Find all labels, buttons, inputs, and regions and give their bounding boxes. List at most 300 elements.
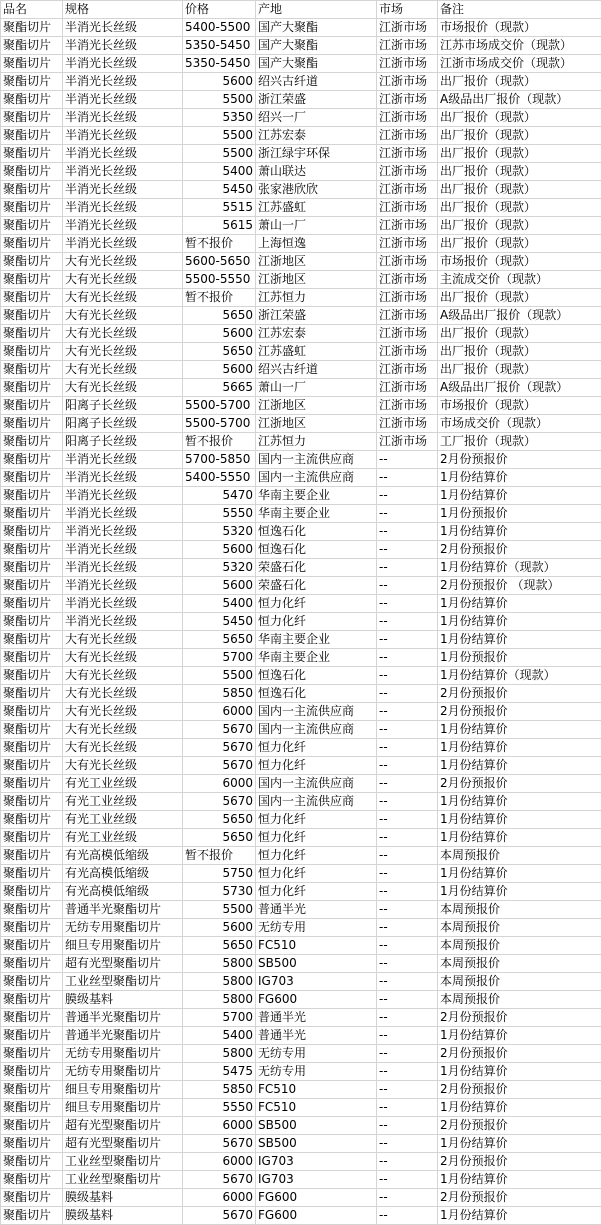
cell-remark: 1月份结算价 <box>438 721 601 739</box>
cell-remark: 1月份结算价 <box>438 1099 601 1117</box>
header-spec: 规格 <box>63 1 183 19</box>
cell-price: 5600 <box>183 541 256 559</box>
cell-market: -- <box>377 685 438 703</box>
cell-remark: 本周预报价 <box>438 847 601 865</box>
cell-spec: 细旦专用聚酯切片 <box>63 1099 183 1117</box>
table-body <box>1 19 601 1225</box>
table-row <box>1 595 601 613</box>
cell-origin: 普通半光 <box>256 901 377 919</box>
cell-remark: A级品出厂报价（现款） <box>438 91 601 109</box>
cell-remark: 出厂报价（现款） <box>438 235 601 253</box>
cell-product: 聚酯切片 <box>1 91 63 109</box>
table-row <box>1 469 601 487</box>
cell-spec: 半消光长丝级 <box>63 181 183 199</box>
cell-product: 聚酯切片 <box>1 631 63 649</box>
table-row <box>1 1153 601 1171</box>
cell-product: 聚酯切片 <box>1 55 63 73</box>
cell-price: 5650 <box>183 829 256 847</box>
table-row <box>1 919 601 937</box>
cell-spec: 半消光长丝级 <box>63 37 183 55</box>
cell-remark: 出厂报价（现款） <box>438 343 601 361</box>
cell-remark: 2月份预报价 <box>438 685 601 703</box>
cell-remark: 1月份结算价 <box>438 1171 601 1189</box>
table-row <box>1 667 601 685</box>
cell-product: 聚酯切片 <box>1 973 63 991</box>
cell-spec: 工业丝型聚酯切片 <box>63 1171 183 1189</box>
table-row <box>1 685 601 703</box>
cell-market: -- <box>377 595 438 613</box>
cell-origin: 恒逸石化 <box>256 667 377 685</box>
cell-product: 聚酯切片 <box>1 757 63 775</box>
cell-product: 聚酯切片 <box>1 199 63 217</box>
cell-remark: 本周预报价 <box>438 937 601 955</box>
table-row <box>1 847 601 865</box>
cell-remark: 市场成交价（现款） <box>438 415 601 433</box>
cell-origin: 国内一主流供应商 <box>256 703 377 721</box>
cell-price: 5350 <box>183 109 256 127</box>
cell-price: 5700 <box>183 649 256 667</box>
cell-origin: SB500 <box>256 1117 377 1135</box>
table-row <box>1 181 601 199</box>
cell-product: 聚酯切片 <box>1 829 63 847</box>
cell-origin: 江浙地区 <box>256 271 377 289</box>
cell-origin: 华南主要企业 <box>256 649 377 667</box>
cell-product: 聚酯切片 <box>1 73 63 91</box>
cell-product: 聚酯切片 <box>1 505 63 523</box>
cell-remark: 2月份预报价 <box>438 1081 601 1099</box>
cell-price: 5475 <box>183 1063 256 1081</box>
header-price: 价格 <box>183 1 256 19</box>
cell-spec: 半消光长丝级 <box>63 451 183 469</box>
cell-market: 江浙市场 <box>377 307 438 325</box>
cell-origin: 华南主要企业 <box>256 505 377 523</box>
table-row <box>1 721 601 739</box>
cell-market: -- <box>377 901 438 919</box>
cell-spec: 半消光长丝级 <box>63 523 183 541</box>
cell-market: 江浙市场 <box>377 415 438 433</box>
cell-remark: 出厂报价（现款） <box>438 217 601 235</box>
cell-market: 江浙市场 <box>377 127 438 145</box>
cell-remark: 市场报价（现款） <box>438 397 601 415</box>
cell-market: -- <box>377 883 438 901</box>
cell-product: 聚酯切片 <box>1 901 63 919</box>
cell-origin: 江苏恒力 <box>256 433 377 451</box>
cell-origin: 国产大聚酯 <box>256 19 377 37</box>
cell-market: -- <box>377 919 438 937</box>
cell-market: 江浙市场 <box>377 433 438 451</box>
cell-market: -- <box>377 559 438 577</box>
cell-spec: 工业丝型聚酯切片 <box>63 973 183 991</box>
cell-market: 江浙市场 <box>377 145 438 163</box>
cell-spec: 有光工业丝级 <box>63 793 183 811</box>
cell-origin: 恒力化纤 <box>256 757 377 775</box>
table-row <box>1 577 601 595</box>
cell-price: 5730 <box>183 883 256 901</box>
cell-spec: 普通半光聚酯切片 <box>63 1009 183 1027</box>
cell-origin: FG600 <box>256 1189 377 1207</box>
cell-spec: 半消光长丝级 <box>63 55 183 73</box>
cell-price: 5600 <box>183 919 256 937</box>
cell-product: 聚酯切片 <box>1 1027 63 1045</box>
cell-market: -- <box>377 505 438 523</box>
table-row <box>1 901 601 919</box>
cell-origin: 恒力化纤 <box>256 613 377 631</box>
cell-product: 聚酯切片 <box>1 811 63 829</box>
cell-product: 聚酯切片 <box>1 523 63 541</box>
cell-product: 聚酯切片 <box>1 1117 63 1135</box>
table-row <box>1 37 601 55</box>
cell-remark: 2月份预报价 <box>438 451 601 469</box>
cell-remark: 本周预报价 <box>438 955 601 973</box>
cell-spec: 大有光长丝级 <box>63 361 183 379</box>
cell-product: 聚酯切片 <box>1 1207 63 1225</box>
cell-origin: 无纺专用 <box>256 1063 377 1081</box>
table-row <box>1 361 601 379</box>
table-row <box>1 559 601 577</box>
cell-spec: 超有光型聚酯切片 <box>63 1135 183 1153</box>
cell-product: 聚酯切片 <box>1 253 63 271</box>
cell-spec: 半消光长丝级 <box>63 541 183 559</box>
cell-product: 聚酯切片 <box>1 1009 63 1027</box>
cell-origin: 恒力化纤 <box>256 595 377 613</box>
cell-price: 5800 <box>183 973 256 991</box>
cell-price: 5650 <box>183 937 256 955</box>
cell-origin: 江苏恒力 <box>256 289 377 307</box>
cell-spec: 大有光长丝级 <box>63 757 183 775</box>
cell-market: -- <box>377 1189 438 1207</box>
table-row <box>1 703 601 721</box>
cell-market: -- <box>377 523 438 541</box>
cell-spec: 大有光长丝级 <box>63 631 183 649</box>
cell-price: 5320 <box>183 559 256 577</box>
cell-origin: SB500 <box>256 955 377 973</box>
cell-price: 5615 <box>183 217 256 235</box>
cell-remark: 市场报价（现款） <box>438 19 601 37</box>
cell-spec: 半消光长丝级 <box>63 127 183 145</box>
cell-price: 暂不报价 <box>183 433 256 451</box>
cell-spec: 有光高模低缩级 <box>63 865 183 883</box>
cell-market: -- <box>377 847 438 865</box>
cell-remark: 1月份结算价 <box>438 469 601 487</box>
cell-market: -- <box>377 739 438 757</box>
table-row <box>1 739 601 757</box>
cell-market: 江浙市场 <box>377 19 438 37</box>
cell-product: 聚酯切片 <box>1 361 63 379</box>
cell-product: 聚酯切片 <box>1 469 63 487</box>
cell-market: -- <box>377 937 438 955</box>
cell-product: 聚酯切片 <box>1 271 63 289</box>
cell-origin: 恒力化纤 <box>256 847 377 865</box>
cell-price: 5650 <box>183 811 256 829</box>
cell-product: 聚酯切片 <box>1 775 63 793</box>
cell-product: 聚酯切片 <box>1 145 63 163</box>
cell-origin: FC510 <box>256 1099 377 1117</box>
table-row <box>1 433 601 451</box>
cell-price: 5500-5700 <box>183 415 256 433</box>
cell-price: 5450 <box>183 613 256 631</box>
header-remark: 备注 <box>438 1 601 19</box>
cell-market: 江浙市场 <box>377 91 438 109</box>
cell-product: 聚酯切片 <box>1 685 63 703</box>
cell-spec: 细旦专用聚酯切片 <box>63 1081 183 1099</box>
cell-origin: FG600 <box>256 991 377 1009</box>
table-row <box>1 289 601 307</box>
cell-price: 5670 <box>183 739 256 757</box>
cell-price: 5800 <box>183 991 256 1009</box>
cell-remark: 出厂报价（现款） <box>438 109 601 127</box>
cell-price: 5800 <box>183 955 256 973</box>
cell-price: 5700 <box>183 1009 256 1027</box>
cell-price: 5400-5500 <box>183 19 256 37</box>
cell-market: 江浙市场 <box>377 199 438 217</box>
cell-remark: 出厂报价（现款） <box>438 181 601 199</box>
table-row <box>1 811 601 829</box>
cell-product: 聚酯切片 <box>1 397 63 415</box>
cell-remark: 1月份结算价 <box>438 1207 601 1225</box>
cell-spec: 大有光长丝级 <box>63 739 183 757</box>
cell-price: 5600 <box>183 361 256 379</box>
table-row <box>1 73 601 91</box>
cell-origin: 江浙地区 <box>256 415 377 433</box>
table-row <box>1 127 601 145</box>
cell-origin: 国内一主流供应商 <box>256 775 377 793</box>
cell-origin: 普通半光 <box>256 1027 377 1045</box>
cell-price: 5350-5450 <box>183 55 256 73</box>
table-row <box>1 631 601 649</box>
cell-spec: 大有光长丝级 <box>63 325 183 343</box>
cell-market: 江浙市场 <box>377 55 438 73</box>
cell-price: 5670 <box>183 757 256 775</box>
cell-spec: 膜级基料 <box>63 1207 183 1225</box>
table-row <box>1 649 601 667</box>
cell-price: 5470 <box>183 487 256 505</box>
table-row <box>1 1171 601 1189</box>
cell-remark: 1月份结算价 <box>438 613 601 631</box>
cell-price: 5750 <box>183 865 256 883</box>
cell-origin: 浙江荣盛 <box>256 91 377 109</box>
cell-market: 江浙市场 <box>377 235 438 253</box>
table-row <box>1 109 601 127</box>
header-market: 市场 <box>377 1 438 19</box>
cell-remark: 出厂报价（现款） <box>438 361 601 379</box>
table-row <box>1 955 601 973</box>
cell-price: 5600 <box>183 325 256 343</box>
cell-spec: 半消光长丝级 <box>63 505 183 523</box>
cell-origin: 绍兴古纤道 <box>256 73 377 91</box>
cell-product: 聚酯切片 <box>1 37 63 55</box>
cell-spec: 无纺专用聚酯切片 <box>63 919 183 937</box>
table-row <box>1 505 601 523</box>
cell-remark: 2月份预报价 <box>438 1153 601 1171</box>
cell-spec: 大有光长丝级 <box>63 289 183 307</box>
cell-price: 5600 <box>183 73 256 91</box>
cell-origin: 上海恒逸 <box>256 235 377 253</box>
cell-spec: 无纺专用聚酯切片 <box>63 1045 183 1063</box>
cell-price: 6000 <box>183 775 256 793</box>
cell-origin: 恒力化纤 <box>256 811 377 829</box>
cell-spec: 大有光长丝级 <box>63 271 183 289</box>
cell-origin: 国内一主流供应商 <box>256 469 377 487</box>
cell-remark: 1月份结算价（现款） <box>438 667 601 685</box>
cell-price: 5500-5550 <box>183 271 256 289</box>
table-row <box>1 235 601 253</box>
cell-spec: 半消光长丝级 <box>63 163 183 181</box>
cell-price: 5500 <box>183 91 256 109</box>
table-row <box>1 937 601 955</box>
cell-spec: 有光工业丝级 <box>63 775 183 793</box>
cell-product: 聚酯切片 <box>1 415 63 433</box>
cell-product: 聚酯切片 <box>1 325 63 343</box>
cell-remark: 江浙市场成交价（现款） <box>438 55 601 73</box>
cell-market: -- <box>377 955 438 973</box>
cell-market: -- <box>377 793 438 811</box>
cell-remark: 1月份结算价 <box>438 757 601 775</box>
cell-market: 江浙市场 <box>377 37 438 55</box>
cell-origin: 国内一主流供应商 <box>256 793 377 811</box>
cell-remark: 1月份结算价 <box>438 1063 601 1081</box>
cell-price: 6000 <box>183 1117 256 1135</box>
cell-product: 聚酯切片 <box>1 739 63 757</box>
cell-price: 5800 <box>183 1045 256 1063</box>
cell-market: -- <box>377 1045 438 1063</box>
table-row <box>1 1117 601 1135</box>
cell-market: 江浙市场 <box>377 253 438 271</box>
cell-spec: 半消光长丝级 <box>63 145 183 163</box>
cell-price: 5670 <box>183 793 256 811</box>
cell-origin: 江苏盛虹 <box>256 343 377 361</box>
cell-spec: 有光高模低缩级 <box>63 883 183 901</box>
cell-remark: 1月份预报价 <box>438 649 601 667</box>
cell-product: 聚酯切片 <box>1 235 63 253</box>
cell-spec: 普通半光聚酯切片 <box>63 901 183 919</box>
cell-spec: 半消光长丝级 <box>63 577 183 595</box>
cell-price: 5550 <box>183 505 256 523</box>
cell-market: -- <box>377 1207 438 1225</box>
cell-origin: 江浙地区 <box>256 397 377 415</box>
cell-market: -- <box>377 1099 438 1117</box>
table-row <box>1 1009 601 1027</box>
cell-price: 5500 <box>183 127 256 145</box>
cell-price: 5500 <box>183 667 256 685</box>
cell-spec: 超有光型聚酯切片 <box>63 955 183 973</box>
cell-remark: 2月份预报价 <box>438 541 601 559</box>
table-row <box>1 217 601 235</box>
header-row <box>1 1 601 19</box>
cell-origin: 江苏宏泰 <box>256 127 377 145</box>
table-row <box>1 487 601 505</box>
table-row <box>1 397 601 415</box>
cell-price: 6000 <box>183 1189 256 1207</box>
table-row <box>1 613 601 631</box>
cell-price: 暂不报价 <box>183 235 256 253</box>
cell-market: -- <box>377 631 438 649</box>
cell-remark: 出厂报价（现款） <box>438 199 601 217</box>
cell-price: 5450 <box>183 181 256 199</box>
table-row <box>1 541 601 559</box>
cell-product: 聚酯切片 <box>1 1063 63 1081</box>
cell-origin: 恒逸石化 <box>256 541 377 559</box>
table-row <box>1 1081 601 1099</box>
cell-product: 聚酯切片 <box>1 451 63 469</box>
cell-price: 5400 <box>183 595 256 613</box>
table-row <box>1 793 601 811</box>
cell-origin: 荣盛石化 <box>256 559 377 577</box>
cell-spec: 半消光长丝级 <box>63 19 183 37</box>
cell-remark: 1月份结算价 <box>438 883 601 901</box>
cell-price: 5515 <box>183 199 256 217</box>
table-row <box>1 865 601 883</box>
cell-product: 聚酯切片 <box>1 1171 63 1189</box>
cell-product: 聚酯切片 <box>1 937 63 955</box>
cell-origin: 江苏盛虹 <box>256 199 377 217</box>
cell-product: 聚酯切片 <box>1 793 63 811</box>
table-row <box>1 991 601 1009</box>
cell-spec: 有光工业丝级 <box>63 829 183 847</box>
cell-spec: 大有光长丝级 <box>63 703 183 721</box>
cell-market: 江浙市场 <box>377 397 438 415</box>
cell-spec: 大有光长丝级 <box>63 685 183 703</box>
cell-price: 5400 <box>183 1027 256 1045</box>
cell-price: 5500 <box>183 901 256 919</box>
cell-price: 5500 <box>183 145 256 163</box>
cell-market: -- <box>377 865 438 883</box>
cell-spec: 工业丝型聚酯切片 <box>63 1153 183 1171</box>
cell-product: 聚酯切片 <box>1 955 63 973</box>
table-row <box>1 1189 601 1207</box>
table-row <box>1 523 601 541</box>
cell-market: -- <box>377 703 438 721</box>
cell-origin: 浙江荣盛 <box>256 307 377 325</box>
cell-product: 聚酯切片 <box>1 721 63 739</box>
cell-market: 江浙市场 <box>377 163 438 181</box>
cell-product: 聚酯切片 <box>1 1081 63 1099</box>
cell-spec: 半消光长丝级 <box>63 595 183 613</box>
cell-spec: 大有光长丝级 <box>63 253 183 271</box>
cell-product: 聚酯切片 <box>1 883 63 901</box>
table-row <box>1 1045 601 1063</box>
cell-spec: 半消光长丝级 <box>63 469 183 487</box>
cell-market: 江浙市场 <box>377 325 438 343</box>
cell-market: -- <box>377 469 438 487</box>
cell-product: 聚酯切片 <box>1 559 63 577</box>
cell-origin: 江浙地区 <box>256 253 377 271</box>
cell-origin: 张家港欣欣 <box>256 181 377 199</box>
cell-origin: 恒力化纤 <box>256 865 377 883</box>
table-row <box>1 307 601 325</box>
table-row <box>1 973 601 991</box>
table-row <box>1 757 601 775</box>
cell-remark: 江苏市场成交价（现款） <box>438 37 601 55</box>
cell-price: 5500-5700 <box>183 397 256 415</box>
cell-price: 5850 <box>183 1081 256 1099</box>
cell-spec: 阳离子长丝级 <box>63 415 183 433</box>
cell-market: -- <box>377 451 438 469</box>
cell-origin: FG600 <box>256 1207 377 1225</box>
cell-price: 5550 <box>183 1099 256 1117</box>
table-row <box>1 1135 601 1153</box>
table-row <box>1 415 601 433</box>
table-row <box>1 1027 601 1045</box>
cell-product: 聚酯切片 <box>1 181 63 199</box>
cell-origin: 国产大聚酯 <box>256 37 377 55</box>
cell-origin: 恒力化纤 <box>256 739 377 757</box>
cell-remark: 1月份结算价（现款） <box>438 559 601 577</box>
cell-remark: 2月份预报价 （现款） <box>438 577 601 595</box>
cell-remark: 2月份预报价 <box>438 1189 601 1207</box>
cell-price: 5670 <box>183 1135 256 1153</box>
table-row <box>1 163 601 181</box>
cell-product: 聚酯切片 <box>1 19 63 37</box>
